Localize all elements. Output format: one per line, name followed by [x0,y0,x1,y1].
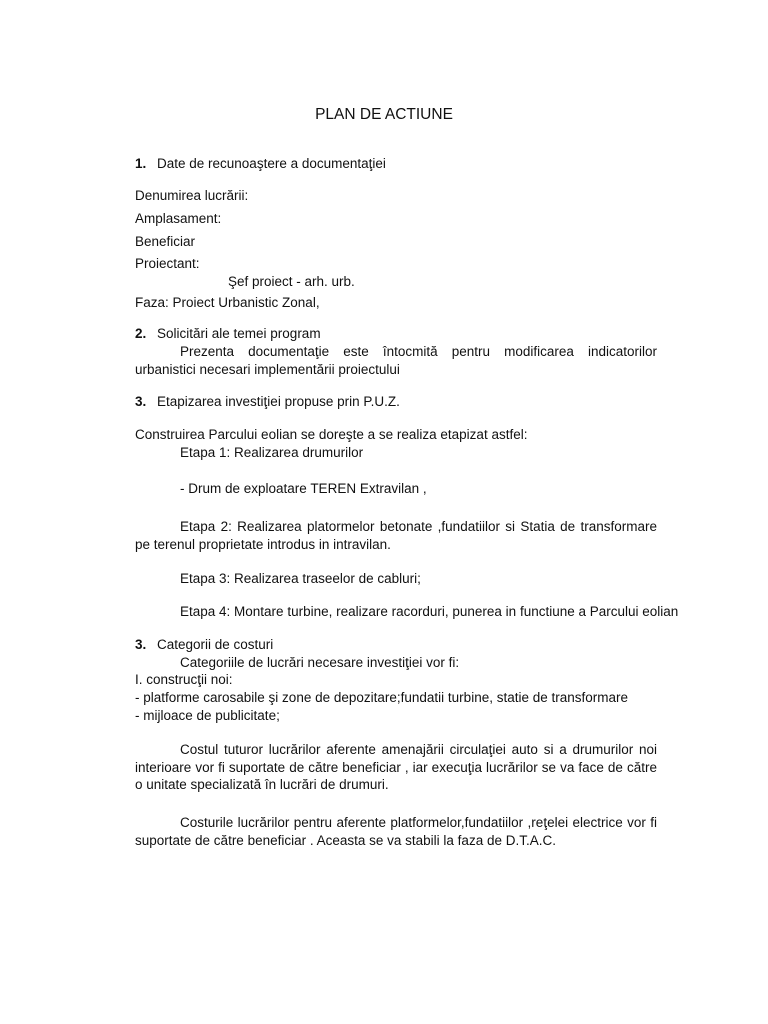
etapa-2: Etapa 2: Realizarea platormelor betonate ,fundatiilor si Statia de transformare pe terenul proprietate introdus in intravilan. [135,519,657,552]
section-costs-number: 3. [135,637,147,652]
constructii-noi: I. construcţii noi: [135,672,233,687]
section-3-title: Etapizarea investiţiei propuse prin P.U.Z. [157,394,400,409]
etapa-4: Etapa 4: Montare turbine, realizare racorduri, punerea in functiune a Parcului eolian [180,604,679,619]
section-1-title: Date de recunoaştere a documentaţiei [157,156,386,171]
drum-exploatare: - Drum de exploatare TEREN Extravilan , [180,481,427,496]
section-2-number: 2. [135,326,147,341]
list-item: - platforme carosabile şi zone de depozitare;fundatii turbine, statie de transformare [135,690,629,705]
proiectant-label: Proiectant: [135,256,200,271]
costs-paragraph-1: Costul tuturor lucrărilor aferente amenajării circulaţiei auto si a drumurilor noi interioare vor fi suportate de către beneficiar , iar execuţia lucrărilor se va face de către o unitate specializată în lucrări de drumuri. [135,742,657,792]
denumirea-label: Denumirea lucrării: [135,188,249,203]
section-costs-heading [135,636,273,653]
section-3-number: 3. [135,394,147,409]
costs-paragraph-2: Costurile lucrărilor pentru aferente platformelor,fundatiilor ,reţelei electrice vor fi suportate de către beneficiar . Aceasta se va stabili la faza de D.T.A.C. [135,815,657,848]
etapa-1: Etapa 1: Realizarea drumurilor [180,445,364,460]
section-2-title: Solicitări ale temei program [157,326,321,341]
section-costs-title: Categorii de costuri [157,637,274,652]
beneficiar-label: Beneficiar [135,234,196,249]
costs-intro: Categoriile de lucrări necesare investiţiei vor fi: [180,655,460,670]
document-title: PLAN DE ACTIUNE [315,106,453,123]
section-1-heading [135,155,386,172]
list-item: - mijloace de publicitate; [135,708,280,723]
section-1-number: 1. [135,156,147,171]
section-2-heading [135,325,321,342]
amplasament-label: Amplasament: [135,211,222,226]
sef-proiect-label: Şef proiect - arh. urb. [228,274,355,289]
section-3-heading [135,393,400,410]
faza-label: Faza: Proiect Urbanistic Zonal, [135,295,320,310]
etapa-3: Etapa 3: Realizarea traseelor de cabluri; [180,571,421,586]
section-3-intro: Construirea Parcului eolian se doreşte a se realiza etapizat astfel: [135,427,528,442]
section-2-paragraph: Prezenta documentaţie este întocmită pentru modificarea indicatorilor urbanistici necesari implementării proiectului [135,344,657,377]
